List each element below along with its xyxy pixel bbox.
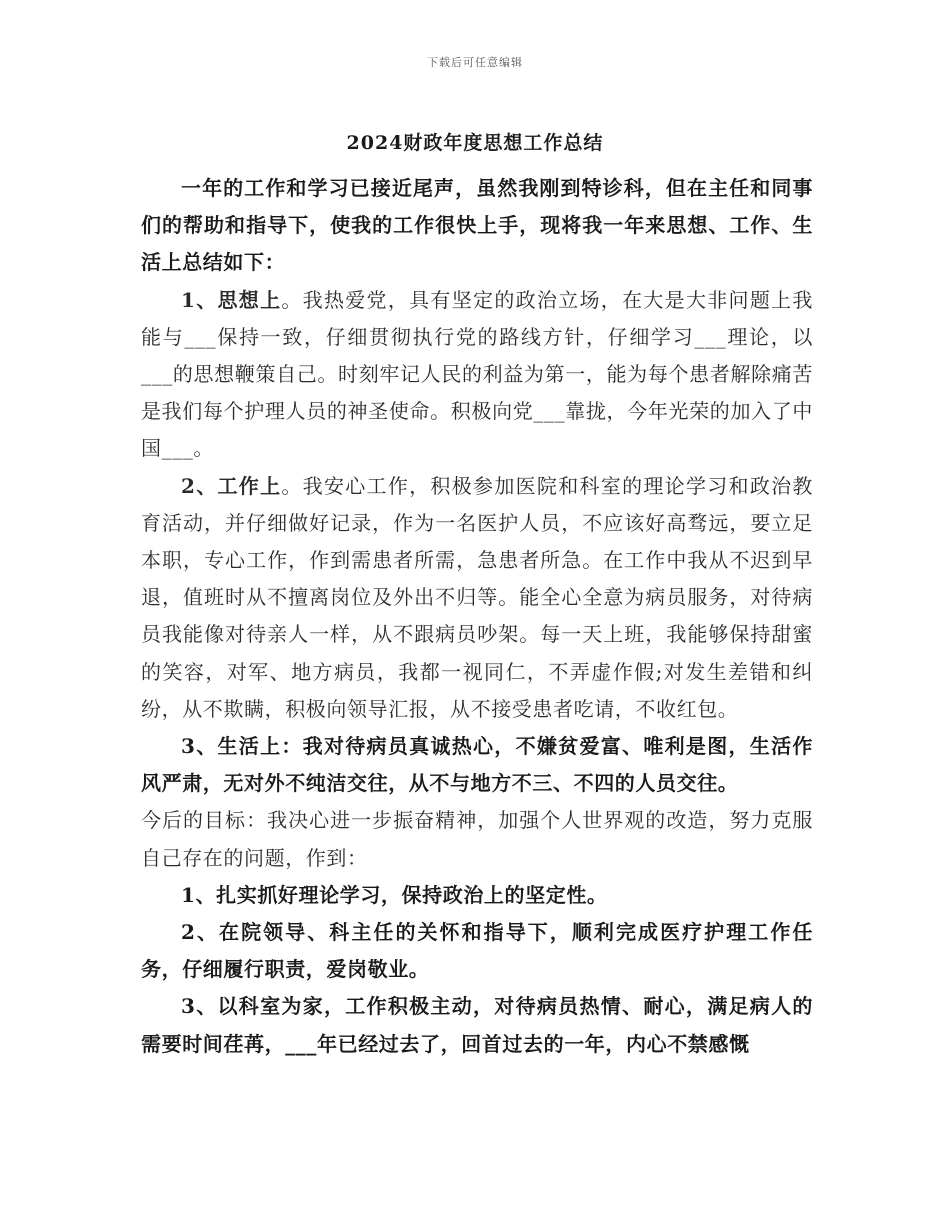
document-body bbox=[141, 170, 813, 1063]
goal-item-3: 3、以科室为家，工作积极主动，对待病员热情、耐心，满足病人的需要时间荏苒，___年已经过去了，回首过去的一年，内心不禁感慨 bbox=[141, 994, 813, 1056]
goal-item-1: 1、扎实抓好理论学习，保持政治上的坚定性。 bbox=[181, 882, 608, 907]
goal-item-2: 2、在院领导、科主任的关怀和指导下，顺利完成医疗护理工作任务，仔细履行职责，爱岗敬业。 bbox=[141, 920, 813, 982]
thought-text: 。我热爱党，具有坚定的政治立场，在大是大非问题上我能与___保持一致，仔细贯彻执行党的路线方针，仔细学习___理论，以___的思想鞭策自己。时刻牢记人民的利益为第一，能为每个患者解除痛苦是我们每个护理人员的神圣使命。积极向党___靠拢，今年光荣的加入了中国___。 bbox=[141, 287, 814, 461]
thought-paragraph bbox=[141, 282, 813, 468]
life-paragraph: 3、生活上：我对待病员真诚热心，不嫌贫爱富、唯利是图，生活作风严肃，无对外不纯洁交往，从不与地方不三、不四的人员交往。 bbox=[141, 734, 813, 796]
document-title: 2024财政年度思想工作总结 bbox=[346, 132, 604, 154]
goals-paragraph: 今后的目标：我决心进一步振奋精神，加强个人世界观的改造，努力克服自己存在的问题，作到： bbox=[141, 808, 813, 870]
thought-lead: 1、思想上 bbox=[181, 287, 282, 312]
intro-paragraph: 一年的工作和学习已接近尾声，虽然我刚到特诊科，但在主任和同事们的帮助和指导下，使我的工作很快上手，现将我一年来思想、工作、生活上总结如下： bbox=[141, 176, 813, 275]
work-text: 。我安心工作，积极参加医院和科室的理论学习和政治教育活动，并仔细做好记录，作为一名医护人员，不应该好高骛远，要立足本职，专心工作，作到需患者所需，急患者所急。在工作中我从不迟到早退，值班时从不擅离岗位及外出不归等。能全心全意为病员服务，对待病员我能像对待亲人一样，从不跟病员吵架。每一天上班，我能够保持甜蜜的笑容，对军、地方病员，我都一视同仁，不弄虚作假;对发生差错和纠纷，从不欺瞒，积极向领导汇报，从不接受患者吃请，不收红包。 bbox=[141, 473, 814, 721]
header-note: 下载后可任意编辑 bbox=[427, 56, 523, 69]
work-paragraph bbox=[141, 468, 813, 728]
work-lead: 2、工作上 bbox=[181, 473, 282, 498]
